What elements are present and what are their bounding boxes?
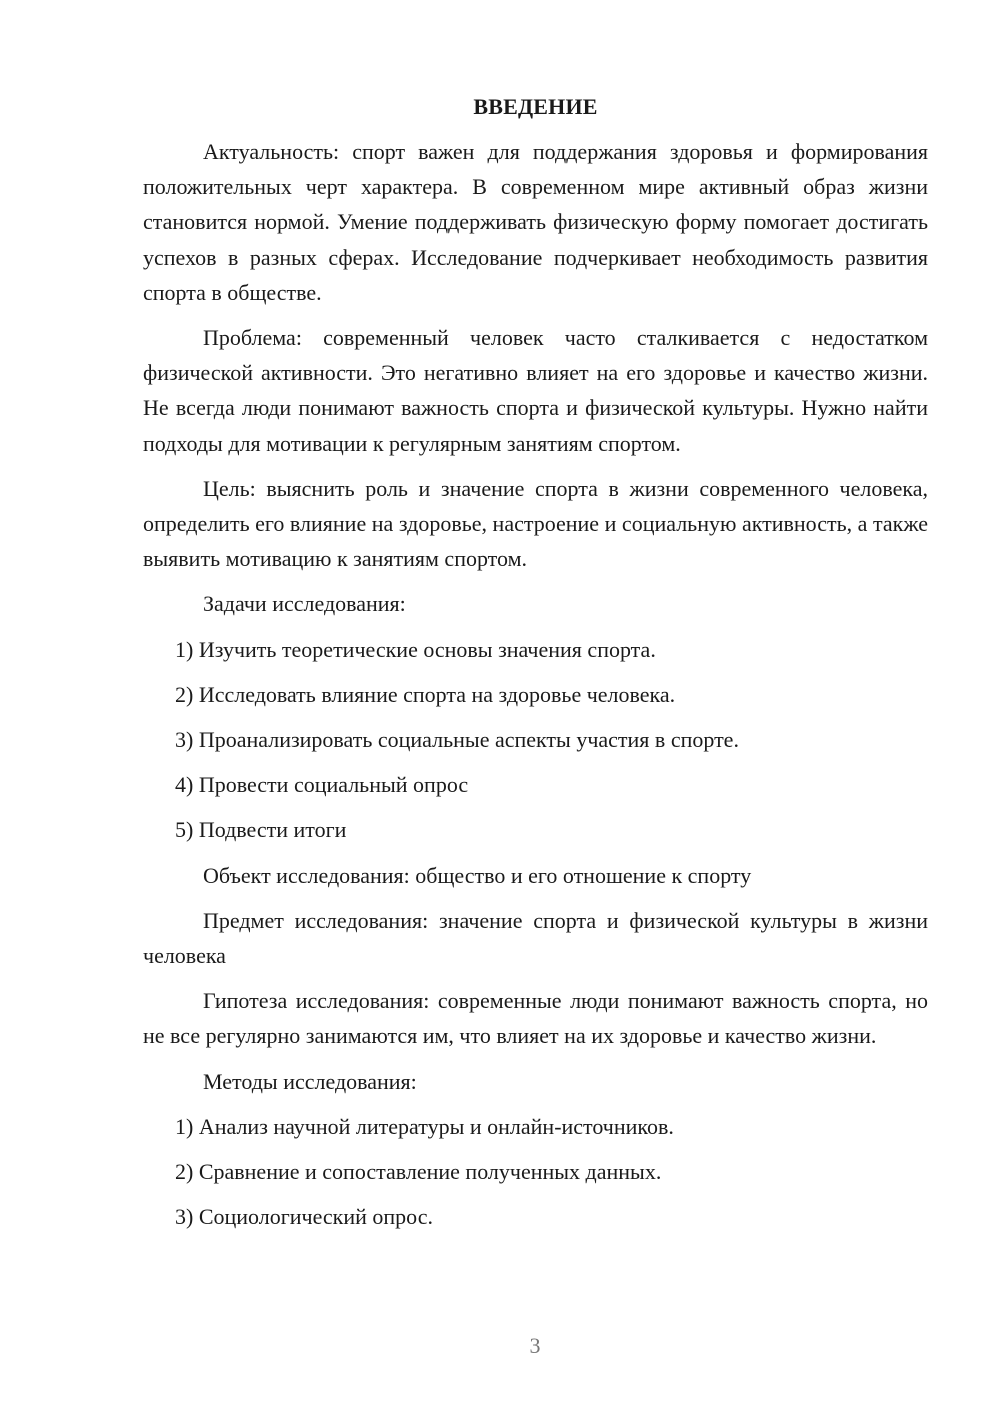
hypothesis-paragraph: Гипотеза исследования: современные люди понимают важность спорта, но не все регулярно занимаются им, что влияет на их здоровье и качество жизни. [143,988,928,1049]
task-item: 4) Провести социальный опрос [175,772,469,798]
page-title: ВВЕДЕНИЕ [473,94,598,119]
page-number: 3 [529,1333,541,1358]
tasks-heading: Задачи исследования: [203,591,406,617]
task-item: 2) Исследовать влияние спорта на здоровье человека. [175,681,676,707]
method-item: 1) Анализ научной литературы и онлайн-источников. [175,1113,674,1139]
object-paragraph: Объект исследования: общество и его отношение к спорту [203,862,752,888]
problem-paragraph: Проблема: современный человек часто сталкивается с недостатком физической активности. Это негативно влияет на его здоровье и качество жизни. Не всегда люди понимают важность спорта и физической культуры. Нужно найти подходы для мотивации к регулярным занятиям спортом. [143,325,928,456]
document-page [143,92,928,1244]
task-item: 5) Подвести итоги [175,817,347,843]
relevance-paragraph: Актуальность: спорт важен для поддержания здоровья и формирования положительных черт характера. В современном мире активный образ жизни становится нормой. Умение поддерживать физическую форму помогает достигать успехов в разных сферах. Исследование подчеркивает необходимость развития спорта в обществе. [143,139,928,305]
goal-paragraph: Цель: выяснить роль и значение спорта в жизни современного человека, определить его влияние на здоровье, настроение и социальную активность, а также выявить мотивацию к занятиям спортом. [143,475,928,572]
methods-list [143,1109,928,1235]
task-item: 1) Изучить теоретические основы значения спорта. [175,636,656,662]
method-item: 2) Сравнение и сопоставление полученных данных. [175,1159,662,1185]
subject-paragraph: Предмет исследования: значение спорта и физической культуры в жизни человека [143,907,928,969]
tasks-list [143,632,928,848]
task-item: 3) Проанализировать социальные аспекты участия в спорте. [175,727,739,753]
methods-heading: Методы исследования: [203,1068,417,1094]
method-item: 3) Социологический опрос. [175,1204,433,1230]
